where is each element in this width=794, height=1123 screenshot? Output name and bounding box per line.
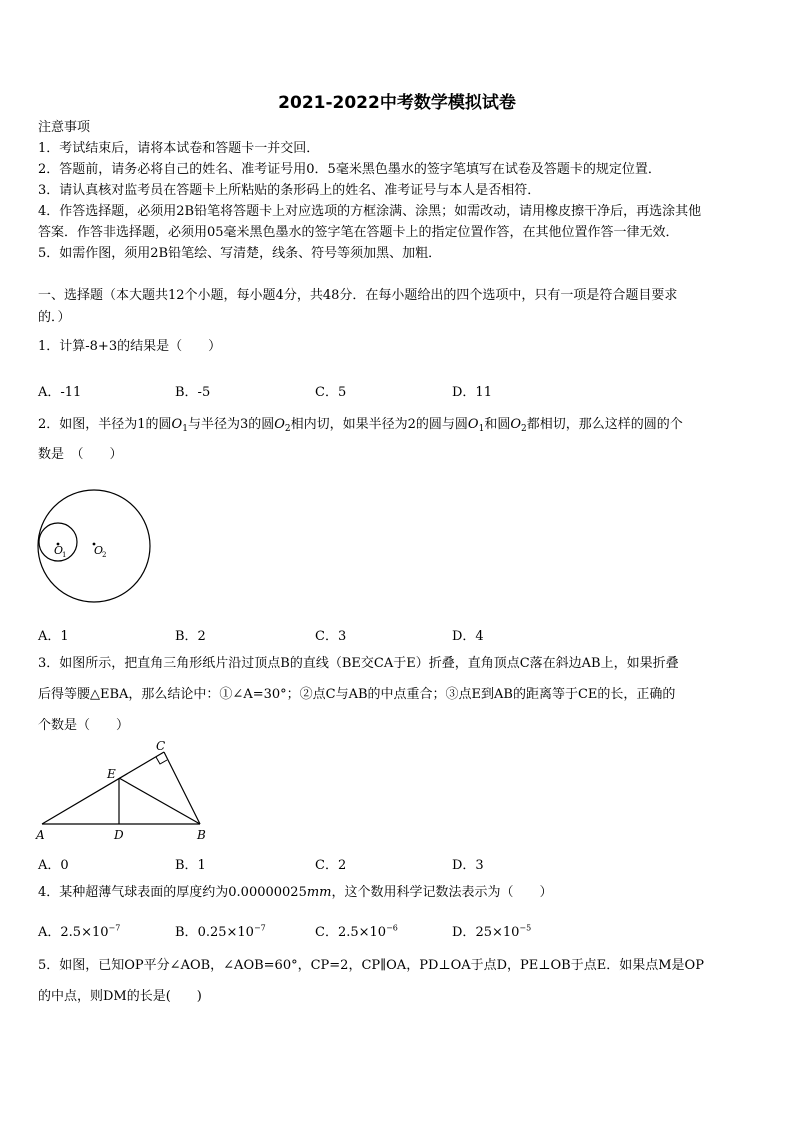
q3-label-e: E xyxy=(107,767,116,781)
q3-stem: 3．如图所示，把直角三角形纸片沿过顶点B的直线（BE交CA于E）折叠，直角顶点C落在斜边AB上，如果折叠 xyxy=(38,656,679,671)
q2-option-c: C．3 xyxy=(315,629,347,644)
q3-option-c: C．2 xyxy=(315,858,347,873)
q1-option-c: C．5 xyxy=(315,385,347,400)
q1-option-b: B．-5 xyxy=(175,385,211,400)
q2-label-o1-sub: 1 xyxy=(62,551,67,559)
q2-circles-figure xyxy=(34,488,156,604)
q1-option-a: A．-11 xyxy=(38,385,82,400)
notice-item-3: 3．请认真核对监考员在答题卡上所粘贴的条形码上的姓名、准考证号与本人是否相符． xyxy=(38,183,541,198)
q4-option-c: C．$2.5\times 10^{-6}$ xyxy=(315,923,398,940)
q2-stem-cont: 数是 （ ） xyxy=(38,447,123,462)
q2-option-d: D．4 xyxy=(452,629,484,644)
q5-stem-cont: 的中点，则DM的长是( ) xyxy=(38,989,202,1004)
q3-label-b: B xyxy=(197,828,206,842)
q4-option-d: D．$25\times 10^{-5}$ xyxy=(452,923,532,940)
q2-option-b: B．2 xyxy=(175,629,206,644)
q3-right-angle-mark xyxy=(156,757,167,764)
q1-option-d: D．11 xyxy=(452,385,492,400)
notice-item-4: 4．作答选择题，必须用2B铅笔将答题卡上对应选项的方框涂满、涂黑；如需改动，请用橡皮擦干净后，再选涂其他 xyxy=(38,204,702,219)
notice-item-2: 2．答题前，请务必将自己的姓名、准考证号用0．5毫米黑色墨水的签字笔填写在试卷及答题卡的规定位置． xyxy=(38,162,661,177)
q4-stem: 4．某种超薄气球表面的厚度约为0.00000025mm，这个数用科学记数法表示为（ ） xyxy=(38,885,553,900)
q4-option-a: A．$2.5\times 10^{-7}$ xyxy=(38,923,121,940)
q3-side-ac xyxy=(42,752,164,824)
q4-unit: mm xyxy=(306,885,332,900)
notice-item-1: 1．考试结束后，请将本试卷和答题卡一并交回． xyxy=(38,141,320,156)
q3-option-d: D．3 xyxy=(452,858,484,873)
q5-stem: 5．如图，已知OP平分∠AOB，∠AOB=60°，CP=2，CP∥OA，PD⊥OA于点D，PE⊥OB于点E．如果点M是OP xyxy=(38,958,704,973)
notice-heading: 注意事项 xyxy=(38,120,91,135)
q3-label-d: D xyxy=(114,828,124,842)
notice-item-4-cont: 答案．作答非选择题，必须用05毫米黑色墨水的签字笔在答题卡上的指定位置作答，在其他位置作答一律无效． xyxy=(38,225,679,240)
q3-label-a: A xyxy=(36,828,45,842)
q2-label-o2-sub: 2 xyxy=(102,551,107,559)
q1-stem: 1．计算-8+3的结果是（ ） xyxy=(38,339,222,354)
q3-triangle-figure xyxy=(34,740,214,844)
q4-number: 0.00000025 xyxy=(228,885,307,900)
notice-item-5: 5．如需作图，须用2B铅笔绘、写清楚，线条、符号等须加黑、加粗． xyxy=(38,246,442,261)
q4-option-b: B．$0.25\times 10^{-7}$ xyxy=(175,923,266,940)
q3-option-b: B．1 xyxy=(175,858,206,873)
q2-o1: O xyxy=(171,417,183,432)
section-heading: 一、选择题（本大题共12个小题，每小题4分，共48分．在每小题给出的四个选项中，只有一项是符合题目要求 xyxy=(38,288,678,303)
q2-o2: O xyxy=(274,417,285,432)
q3-option-a: A．0 xyxy=(38,858,69,873)
section-heading-cont: 的．） xyxy=(38,310,71,325)
q3-label-c: C xyxy=(156,740,166,753)
q2-label-o1: O xyxy=(54,544,64,557)
q2-label-o2: O xyxy=(94,544,104,557)
q2-option-a: A．1 xyxy=(38,629,69,644)
q2-stem: 2．如图，半径为1的圆$O_1$与半径为3的圆$O_2$相内切，如果半径为2的圆与圆$O_1$和圆$O_2$都相切，那么这样的圆的个 xyxy=(38,417,683,434)
exam-title: 2021-2022中考数学模拟试卷 xyxy=(278,93,516,113)
q3-stem-cont2: 个数是（ ） xyxy=(38,718,130,733)
q3-stem-cont1: 后得等腰△EBA，那么结论中：①∠A=30°；②点C与AB的中点重合；③点E到AB的距离等于CE的长，正确的 xyxy=(38,687,676,702)
